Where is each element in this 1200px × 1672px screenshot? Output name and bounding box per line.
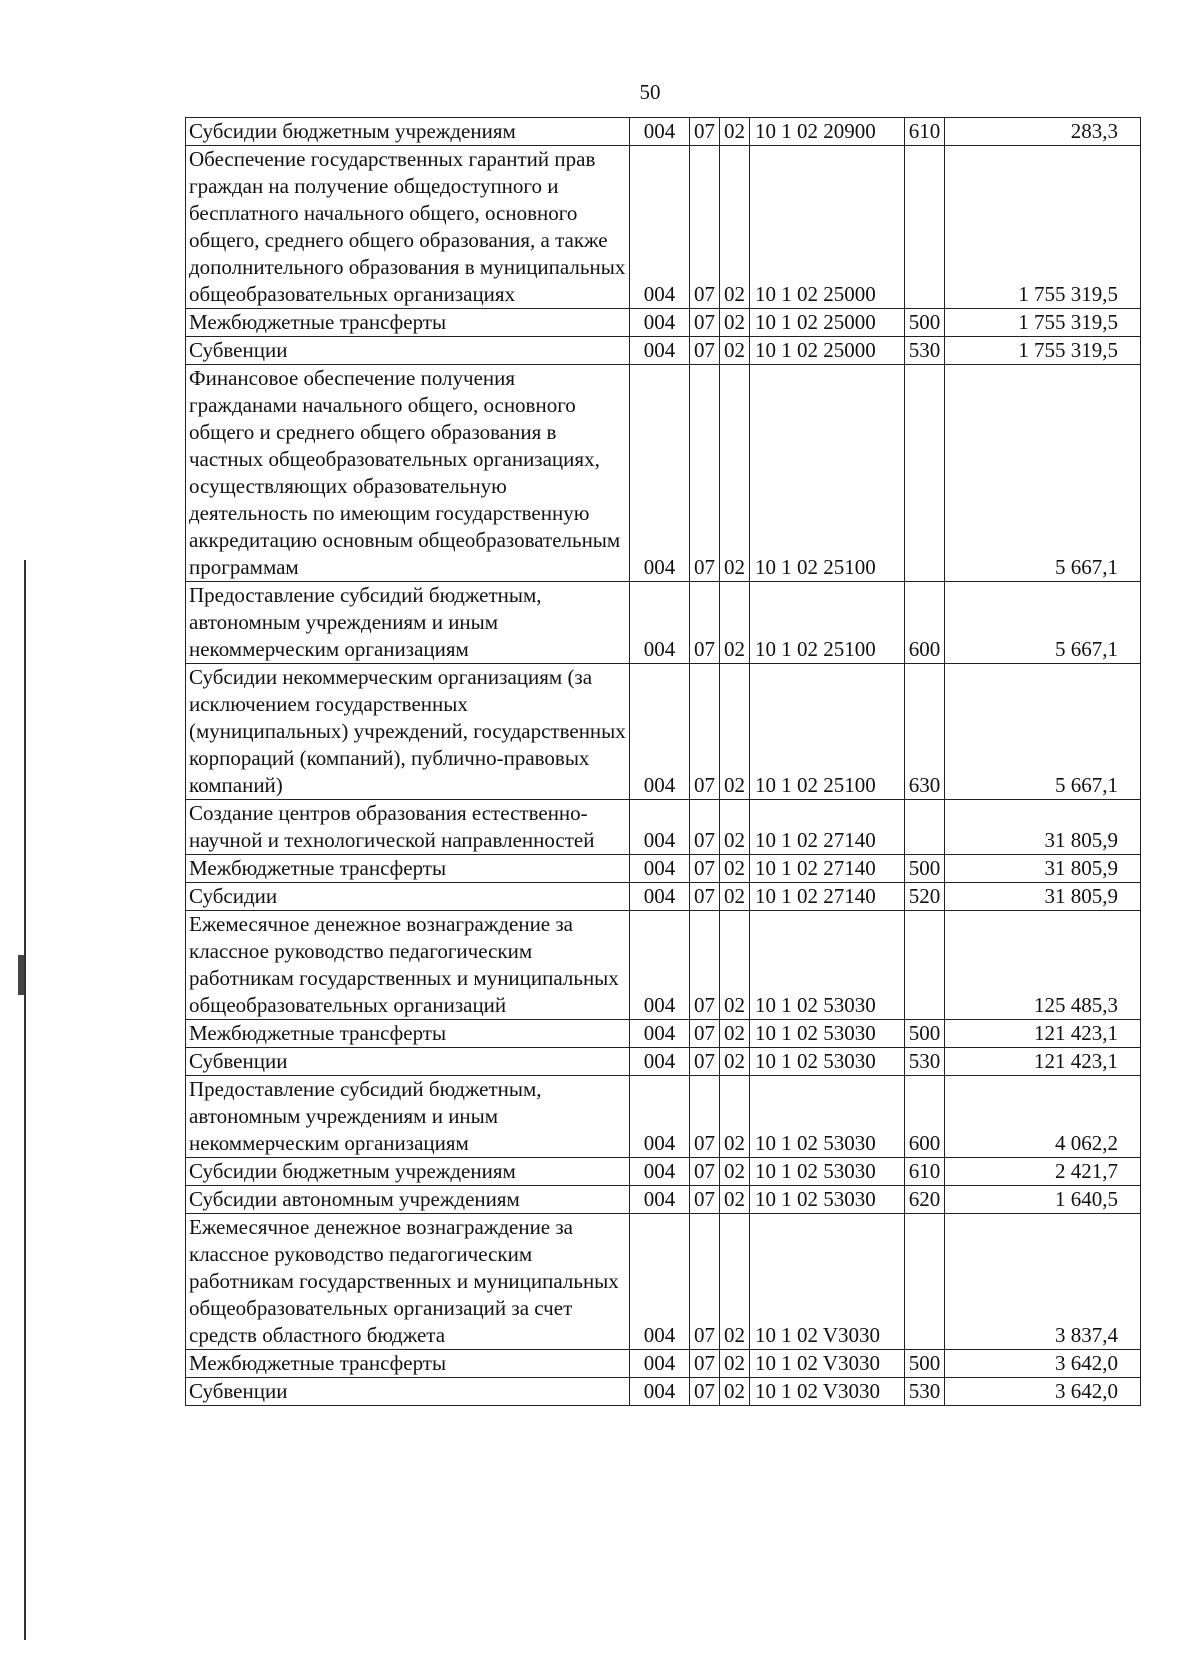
row-name-cell: Субсидии бюджетным учреждениям	[186, 118, 630, 146]
ministry-code-cell: 004	[630, 1350, 690, 1378]
subsection-code-cell: 02	[720, 1378, 750, 1406]
table-row	[186, 118, 1141, 146]
section-code-cell: 07	[690, 883, 720, 911]
ministry-code-cell: 004	[630, 1186, 690, 1214]
expense-type-cell: 500	[905, 855, 945, 883]
section-code-cell: 07	[690, 1048, 720, 1076]
amount-cell: 283,3	[945, 118, 1141, 146]
section-code-cell: 07	[690, 1214, 720, 1350]
table-row	[186, 1158, 1141, 1186]
section-code-cell: 07	[690, 911, 720, 1020]
section-code-cell: 07	[690, 664, 720, 800]
table-row	[186, 582, 1141, 664]
target-article-cell: 10 1 02 53030	[750, 1076, 905, 1158]
subsection-code-cell: 02	[720, 911, 750, 1020]
ministry-code-cell: 004	[630, 146, 690, 309]
budget-table	[185, 117, 1141, 1406]
amount-cell: 31 805,9	[945, 800, 1141, 855]
target-article-cell: 10 1 02 53030	[750, 1020, 905, 1048]
subsection-code-cell: 02	[720, 1158, 750, 1186]
ministry-code-cell: 004	[630, 309, 690, 337]
row-name-cell: Предоставление субсидий бюджетным, автономным учреждениям и иным некоммерческим организациям	[186, 582, 630, 664]
ministry-code-cell: 004	[630, 1048, 690, 1076]
section-code-cell: 07	[690, 1076, 720, 1158]
expense-type-cell: 620	[905, 1186, 945, 1214]
row-name-cell: Субсидии автономным учреждениям	[186, 1186, 630, 1214]
amount-cell: 1 755 319,5	[945, 146, 1141, 309]
expense-type-cell: 610	[905, 1158, 945, 1186]
expense-type-cell: 500	[905, 309, 945, 337]
section-code-cell: 07	[690, 1186, 720, 1214]
ministry-code-cell: 004	[630, 1378, 690, 1406]
target-article-cell: 10 1 02 20900	[750, 118, 905, 146]
expense-type-cell	[905, 146, 945, 309]
target-article-cell: 10 1 02 25100	[750, 582, 905, 664]
row-name-cell: Ежемесячное денежное вознаграждение за классное руководство педагогическим работникам государственных и муниципальных общеобразовательных организаций за счет средств областного бюджета	[186, 1214, 630, 1350]
section-code-cell: 07	[690, 1378, 720, 1406]
section-code-cell: 07	[690, 146, 720, 309]
expense-type-cell: 530	[905, 1048, 945, 1076]
target-article-cell: 10 1 02 25000	[750, 309, 905, 337]
target-article-cell: 10 1 02 27140	[750, 883, 905, 911]
amount-cell: 31 805,9	[945, 883, 1141, 911]
subsection-code-cell: 02	[720, 309, 750, 337]
table-row	[186, 1214, 1141, 1350]
expense-type-cell	[905, 1214, 945, 1350]
ministry-code-cell: 004	[630, 118, 690, 146]
subsection-code-cell: 02	[720, 146, 750, 309]
subsection-code-cell: 02	[720, 582, 750, 664]
table-row	[186, 309, 1141, 337]
amount-cell: 31 805,9	[945, 855, 1141, 883]
target-article-cell: 10 1 02 53030	[750, 911, 905, 1020]
table-row	[186, 883, 1141, 911]
subsection-code-cell: 02	[720, 118, 750, 146]
amount-cell: 121 423,1	[945, 1020, 1141, 1048]
ministry-code-cell: 004	[630, 1020, 690, 1048]
row-name-cell: Межбюджетные трансферты	[186, 1350, 630, 1378]
row-name-cell: Межбюджетные трансферты	[186, 855, 630, 883]
expense-type-cell: 600	[905, 582, 945, 664]
target-article-cell: 10 1 02 25100	[750, 664, 905, 800]
table-row	[186, 1350, 1141, 1378]
subsection-code-cell: 02	[720, 664, 750, 800]
expense-type-cell: 520	[905, 883, 945, 911]
subsection-code-cell: 02	[720, 1076, 750, 1158]
subsection-code-cell: 02	[720, 883, 750, 911]
binding-margin-line	[24, 560, 26, 1640]
ministry-code-cell: 004	[630, 365, 690, 582]
section-code-cell: 07	[690, 365, 720, 582]
amount-cell: 5 667,1	[945, 365, 1141, 582]
subsection-code-cell: 02	[720, 855, 750, 883]
ministry-code-cell: 004	[630, 1076, 690, 1158]
table-row	[186, 365, 1141, 582]
expense-type-cell: 630	[905, 664, 945, 800]
subsection-code-cell: 02	[720, 1214, 750, 1350]
ministry-code-cell: 004	[630, 800, 690, 855]
expense-type-cell	[905, 365, 945, 582]
table-row	[186, 800, 1141, 855]
ministry-code-cell: 004	[630, 911, 690, 1020]
subsection-code-cell: 02	[720, 1186, 750, 1214]
target-article-cell: 10 1 02 V3030	[750, 1214, 905, 1350]
ministry-code-cell: 004	[630, 1158, 690, 1186]
amount-cell: 4 062,2	[945, 1076, 1141, 1158]
target-article-cell: 10 1 02 53030	[750, 1158, 905, 1186]
table-row	[186, 911, 1141, 1020]
amount-cell: 125 485,3	[945, 911, 1141, 1020]
ministry-code-cell: 004	[630, 855, 690, 883]
row-name-cell: Межбюджетные трансферты	[186, 1020, 630, 1048]
section-code-cell: 07	[690, 1350, 720, 1378]
row-name-cell: Субсидии	[186, 883, 630, 911]
row-name-cell: Субсидии некоммерческим организациям (за исключением государственных (муниципальных) учреждений, государственных корпораций (компаний), публично-правовых компаний)	[186, 664, 630, 800]
section-code-cell: 07	[690, 800, 720, 855]
row-name-cell: Субсидии бюджетным учреждениям	[186, 1158, 630, 1186]
amount-cell: 1 640,5	[945, 1186, 1141, 1214]
subsection-code-cell: 02	[720, 1048, 750, 1076]
row-name-cell: Ежемесячное денежное вознаграждение за классное руководство педагогическим работникам государственных и муниципальных общеобразовательных организаций	[186, 911, 630, 1020]
table-row	[186, 1020, 1141, 1048]
amount-cell: 2 421,7	[945, 1158, 1141, 1186]
row-name-cell: Финансовое обеспечение получения гражданами начального общего, основного общего и среднего общего образования в частных общеобразовательных организациях, осуществляющих образовательную деятельность по имеющим государственную аккредитацию основным общеобразовательным программам	[186, 365, 630, 582]
target-article-cell: 10 1 02 25000	[750, 337, 905, 365]
amount-cell: 1 755 319,5	[945, 309, 1141, 337]
row-name-cell: Предоставление субсидий бюджетным, автономным учреждениям и иным некоммерческим организациям	[186, 1076, 630, 1158]
amount-cell: 3 642,0	[945, 1378, 1141, 1406]
table-row	[186, 1048, 1141, 1076]
table-row	[186, 855, 1141, 883]
amount-cell: 1 755 319,5	[945, 337, 1141, 365]
section-code-cell: 07	[690, 309, 720, 337]
ministry-code-cell: 004	[630, 664, 690, 800]
row-name-cell: Субвенции	[186, 337, 630, 365]
table-row	[186, 337, 1141, 365]
subsection-code-cell: 02	[720, 365, 750, 582]
expense-type-cell	[905, 800, 945, 855]
target-article-cell: 10 1 02 53030	[750, 1048, 905, 1076]
expense-type-cell: 600	[905, 1076, 945, 1158]
expense-type-cell: 610	[905, 118, 945, 146]
row-name-cell: Субвенции	[186, 1378, 630, 1406]
amount-cell: 121 423,1	[945, 1048, 1141, 1076]
target-article-cell: 10 1 02 27140	[750, 800, 905, 855]
section-code-cell: 07	[690, 1020, 720, 1048]
page-number: 50	[639, 80, 661, 104]
section-code-cell: 07	[690, 118, 720, 146]
subsection-code-cell: 02	[720, 1020, 750, 1048]
row-name-cell: Создание центров образования естественно-научной и технологической направленностей	[186, 800, 630, 855]
amount-cell: 3 642,0	[945, 1350, 1141, 1378]
subsection-code-cell: 02	[720, 337, 750, 365]
target-article-cell: 10 1 02 27140	[750, 855, 905, 883]
budget-table-body	[186, 118, 1141, 1406]
target-article-cell: 10 1 02 25000	[750, 146, 905, 309]
table-row	[186, 1186, 1141, 1214]
ministry-code-cell: 004	[630, 883, 690, 911]
target-article-cell: 10 1 02 V3030	[750, 1378, 905, 1406]
table-row	[186, 1076, 1141, 1158]
ministry-code-cell: 004	[630, 1214, 690, 1350]
table-row	[186, 146, 1141, 309]
row-name-cell: Межбюджетные трансферты	[186, 309, 630, 337]
row-name-cell: Субвенции	[186, 1048, 630, 1076]
expense-type-cell: 500	[905, 1020, 945, 1048]
table-row	[186, 1378, 1141, 1406]
target-article-cell: 10 1 02 25100	[750, 365, 905, 582]
ministry-code-cell: 004	[630, 582, 690, 664]
subsection-code-cell: 02	[720, 800, 750, 855]
ministry-code-cell: 004	[630, 337, 690, 365]
target-article-cell: 10 1 02 53030	[750, 1186, 905, 1214]
expense-type-cell: 530	[905, 1378, 945, 1406]
expense-type-cell	[905, 911, 945, 1020]
expense-type-cell: 530	[905, 337, 945, 365]
row-name-cell: Обеспечение государственных гарантий прав граждан на получение общедоступного и бесплатного начального общего, основного общего, среднего общего образования, а также дополнительного образования в муниципальных общеобразовательных организациях	[186, 146, 630, 309]
table-row	[186, 664, 1141, 800]
section-code-cell: 07	[690, 1158, 720, 1186]
amount-cell: 5 667,1	[945, 664, 1141, 800]
binding-margin-mark	[18, 955, 24, 995]
amount-cell: 3 837,4	[945, 1214, 1141, 1350]
amount-cell: 5 667,1	[945, 582, 1141, 664]
target-article-cell: 10 1 02 V3030	[750, 1350, 905, 1378]
section-code-cell: 07	[690, 855, 720, 883]
section-code-cell: 07	[690, 582, 720, 664]
expense-type-cell: 500	[905, 1350, 945, 1378]
section-code-cell: 07	[690, 337, 720, 365]
subsection-code-cell: 02	[720, 1350, 750, 1378]
